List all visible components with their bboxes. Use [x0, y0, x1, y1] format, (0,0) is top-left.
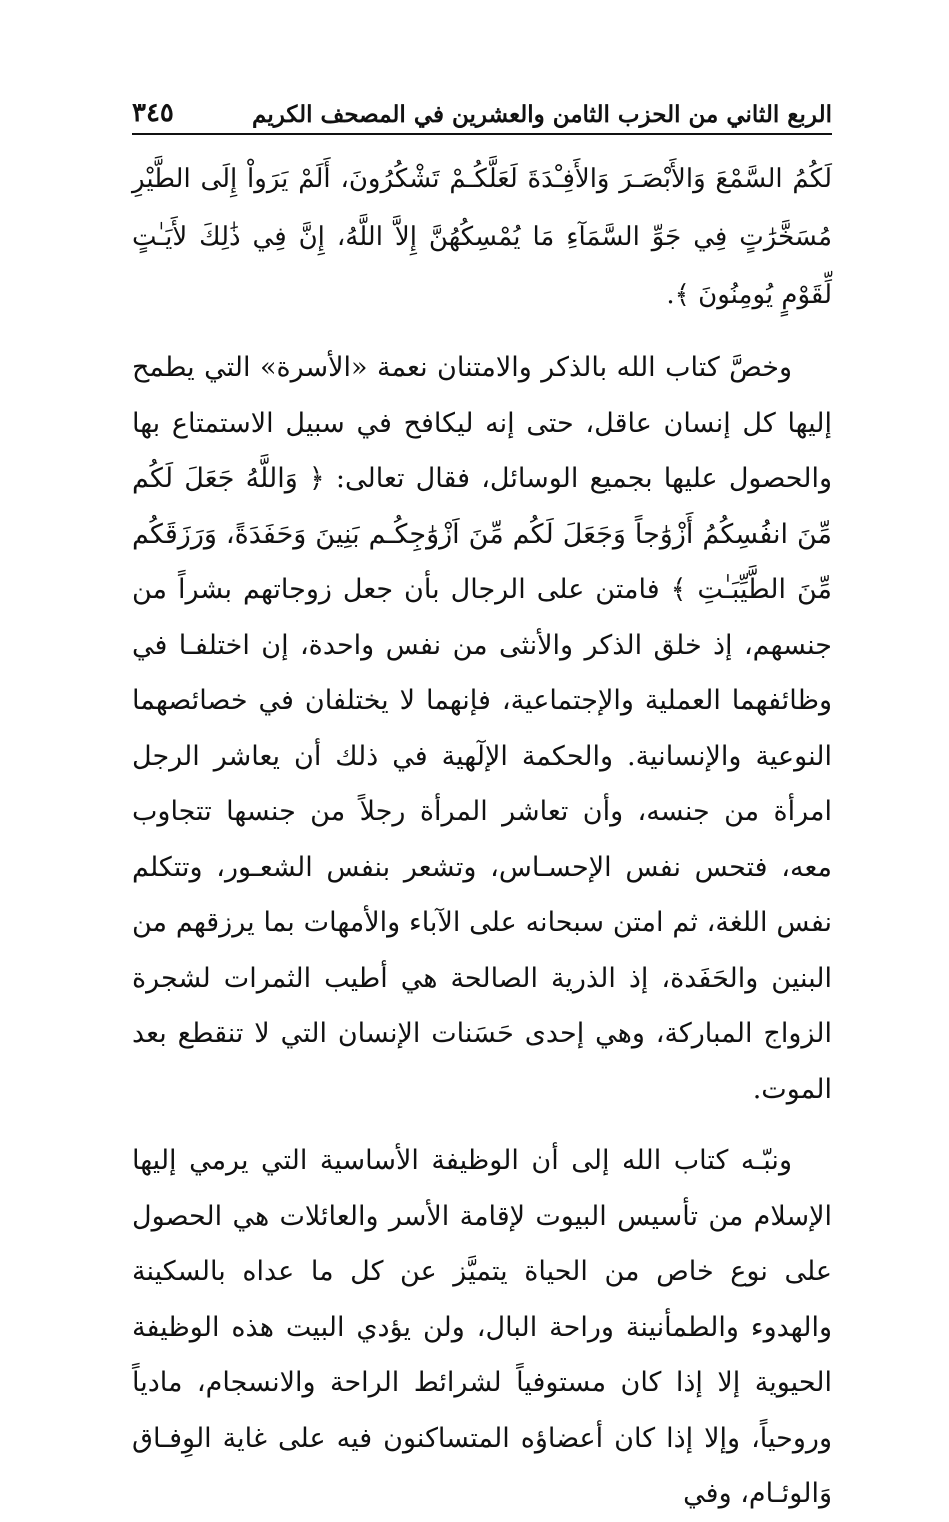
header-divider [132, 133, 832, 135]
paragraph-family-blessing: وخصَّ كتاب الله بالذكر والامتنان نعمة «الأسرة» التي يطمح إليها كل إنسان عاقل، حتى إنه ليكافح في سبيل الاستمتاع بها والحصول عليها بجميع الوسائل، فقال تعالى: ﴿ وَاللَّهُ جَعَلَ لَكُم مِّنَ انفُسِكُمُ أَزْوَٰجاً وَجَعَلَ لَكُم مِّنَ اَزْوَٰجِكُـم بَنِينَ وَحَفَدَةً، وَرَزَقَكُم مِّنَ الطَّيِّبَـٰتِ ﴾ فامتن على الرجال بأن جعل زوجاتهم بشراً من جنسهم، إذ خلق الذكر والأنثى من نفس واحدة، إن اختلفـا في وظائفهما العملية والإجتماعية، فإنهما لا يختلفان في خصائصهما النوعية والإنسانية. والحكمة الإلٓهية في ذلك أن يعاشر الرجل امرأة من جنسه، وأن تعاشر المرأة رجلاً من جنسها تتجاوب معه، فتحس نفس الإحسـاس، وتشعر بنفس الشعـور، وتتكلم نفس اللغة، ثم امتن سبحانه على الآباء والأمهات بما يرزقهم من البنين والحَفَدة، إذ الذرية الصالحة هي أطيب الثمرات لشجرة الزواج المباركة، وهي إحدى حَسَنات الإنسان التي لا تنقطع بعد الموت. [132, 352, 832, 1105]
quran-verse-continuation: لَكُمُ السَّمْعَ وَالأَبْصَـرَ وَالأَفِـْدَةَ لَعَلَّكُـمْ تَشْكُرُونَ، أَلَمْ يَرَواْ إِلَى الطَّيْرِ مُسَخَّرَٰتٍ فِي جَوِّ السَّمَآءِ مَا يُمْسِكُهُنَّ إِلاَّ اللَّهُ، إِنَّ فِي ذَٰلِكَ لأَيَـٰتٍ لِّقَوْمٍ يُومِنُونَ ﴾. [132, 164, 832, 310]
page-body [132, 150, 832, 1522]
page-number: ٣٤٥ [132, 98, 174, 128]
page-header [132, 82, 832, 128]
paragraph-home-purpose: ونبّـه كتاب الله إلى أن الوظيفة الأساسية التي يرمي إليها الإسلام من تأسيس البيوت لإقامة الأسر والعائلات هي الحصول على نوع خاص من الحياة يتميَّز عن كل ما عداه بالسكينة والهدوء والطمأنينة وراحة البال، ولن يؤدي البيت هذه الوظيفة الحيوية إلا إذا كان مستوفياً لشرائط الراحة والانسجام، مادياً وروحياً، وإلا إذا كان أعضاؤه المتساكنون فيه على غاية الوِفـاق وَالوئـام، وفي [132, 1145, 832, 1509]
running-title: الربع الثاني من الحزب الثامن والعشرين في المصحف الكريم [252, 101, 832, 128]
paragraph-spacer [132, 1117, 832, 1133]
paragraph-spacer [132, 324, 832, 340]
